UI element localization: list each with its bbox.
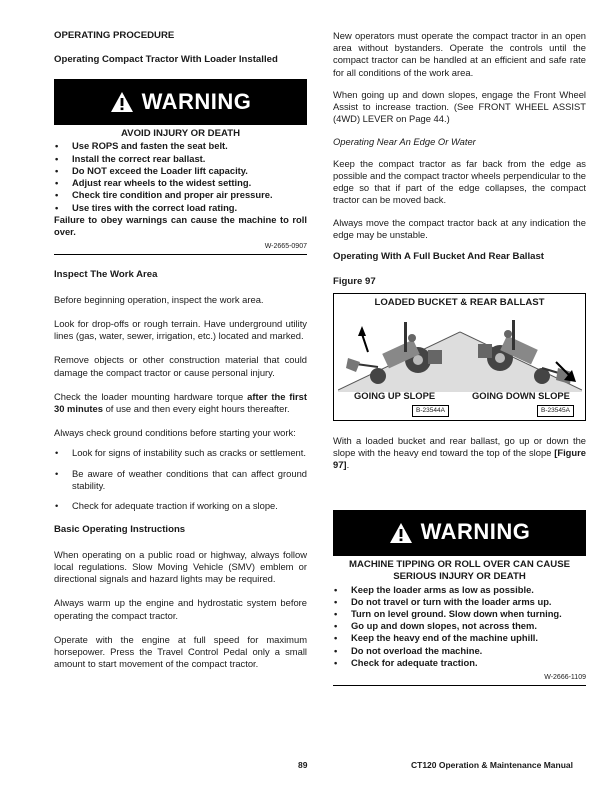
- list-item: • Adjust rear wheels to the widest setting.: [54, 177, 307, 189]
- list-item: • Go up and down slopes, not across them.: [333, 620, 586, 632]
- paragraph: Keep the compact tractor as far back from the edge as possible and the compact tractor wheels perpendicular to the edge so that if part of the edge collapses, the compact tractor can be moved back.: [333, 157, 586, 206]
- left-column: [54, 30, 307, 671]
- figure-code-right: B-23545A: [537, 405, 574, 417]
- warning-triangle-icon: [389, 522, 413, 544]
- paragraph: Remove objects or other construction material that could damage the compact tractor or cause personal injury.: [54, 354, 307, 378]
- figure-title: LOADED BUCKET & REAR BALLAST: [374, 297, 545, 308]
- list-item: • Check for adequate traction if working on a slope.: [54, 500, 307, 512]
- warning-heading: AVOID INJURY OR DEATH: [120, 127, 241, 139]
- divider: [54, 254, 307, 255]
- warning-label: WARNING: [141, 88, 252, 114]
- paragraph: Always move the compact tractor back at any indication the edge may be unstable.: [333, 216, 586, 240]
- warning-triangle-icon: [110, 91, 134, 113]
- warning-label: WARNING: [420, 519, 531, 545]
- figure-code-left: B-23544A: [412, 405, 449, 417]
- divider: [333, 685, 586, 686]
- list-item: • Turn on level ground. Slow down when turning.: [333, 608, 586, 620]
- figure-caption-down: GOING DOWN SLOPE: [472, 390, 570, 401]
- warning-heading-2: SERIOUS INJURY OR DEATH: [393, 571, 526, 583]
- list-item: • Keep the loader arms as low as possible.: [333, 584, 586, 596]
- tractor-up-slope-illustration: [338, 312, 460, 392]
- list-item: • Look for signs of instability such as cracks or settlement.: [54, 447, 307, 459]
- list-item: • Do not overload the machine.: [333, 645, 586, 657]
- list-item: • Check for adequate traction.: [333, 657, 586, 669]
- warning-heading-1: MACHINE TIPPING OR ROLL OVER CAN CAUSE: [348, 558, 571, 570]
- list-item: • Keep the heavy end of the machine uphill.: [333, 632, 586, 644]
- paragraph: Always warm up the engine and hydrostatic system before operating the compact tractor.: [54, 597, 307, 621]
- section-title: OPERATING PROCEDURE: [54, 30, 175, 41]
- page-number: 89: [298, 760, 308, 770]
- paragraph: When going up and down slopes, engage the Front Wheel Assist to increase traction. (See FRONT WHEEL ASSIST (4WD) LEVER on Page 44.): [333, 88, 586, 125]
- right-column: [333, 30, 586, 686]
- list-item: • Install the correct rear ballast.: [54, 153, 307, 165]
- list-item: • Be aware of weather conditions that can affect ground stability.: [54, 468, 307, 492]
- warning-list: [54, 140, 307, 213]
- paragraph: With a loaded bucket and rear ballast, go up or down the slope with the heavy end toward the top of the slope [Figure 97].: [333, 435, 586, 471]
- manual-title: CT120 Operation & Maintenance Manual: [411, 760, 574, 770]
- tractor-down-slope-illustration: [460, 312, 582, 392]
- list-item: • Check tire condition and proper air pressure.: [54, 189, 307, 201]
- paragraph: Look for drop-offs or rough terrain. Have underground utility lines (gas, water, sewer, irrigation, etc.) located and marked.: [54, 317, 307, 342]
- list-item: • Use tires with the correct load rating.: [54, 202, 307, 214]
- edge-title: Operating Near An Edge Or Water: [333, 135, 476, 147]
- figure-caption-up: GOING UP SLOPE: [354, 390, 436, 401]
- paragraph: Check the loader mounting hardware torque after the first 30 minutes of use and then every eight hours thereafter.: [54, 390, 307, 415]
- subsection-title: Operating Compact Tractor With Loader Installed: [54, 54, 278, 66]
- warning-code: W-2666-1109: [544, 674, 586, 682]
- list-item: • Do NOT exceed the Loader lift capacity.: [54, 165, 307, 177]
- list-item: • Do not travel or turn with the loader arms up.: [333, 596, 586, 608]
- paragraph: Always check ground conditions before starting your work:: [54, 427, 296, 439]
- warning-code: W-2665-0907: [264, 243, 307, 251]
- list-item: • Use ROPS and fasten the seat belt.: [54, 140, 307, 152]
- paragraph: Before beginning operation, inspect the work area.: [54, 293, 264, 305]
- basic-title: Basic Operating Instructions: [54, 524, 186, 536]
- paragraph: Operate with the engine at full speed for maximum horsepower. Press the Travel Control Pedal only a small amount to start movement of the compact tractor.: [54, 633, 307, 670]
- inspect-list: [54, 447, 307, 512]
- figure-97: [333, 293, 586, 421]
- inspect-title: Inspect The Work Area: [54, 269, 158, 281]
- warning-banner-2: [333, 510, 586, 556]
- warning-failure-text: Failure to obey warnings can cause the machine to roll over.: [54, 213, 307, 237]
- ballast-title: Operating With A Full Bucket And Rear Ballast: [333, 251, 545, 263]
- warning-list: [333, 584, 586, 670]
- paragraph: When operating on a public road or highway, always follow local regulations. Slow Moving Vehicle (SMV) emblem or directional signals and hazard lights may be required.: [54, 548, 307, 585]
- paragraph: New operators must operate the compact tractor in an open area without bystanders. Operate the controls until the compact tractor can be handled at an efficient and safe rate for all conditions of the work area.: [333, 30, 586, 78]
- warning-banner-1: [54, 79, 307, 125]
- figure-label: Figure 97: [333, 275, 376, 287]
